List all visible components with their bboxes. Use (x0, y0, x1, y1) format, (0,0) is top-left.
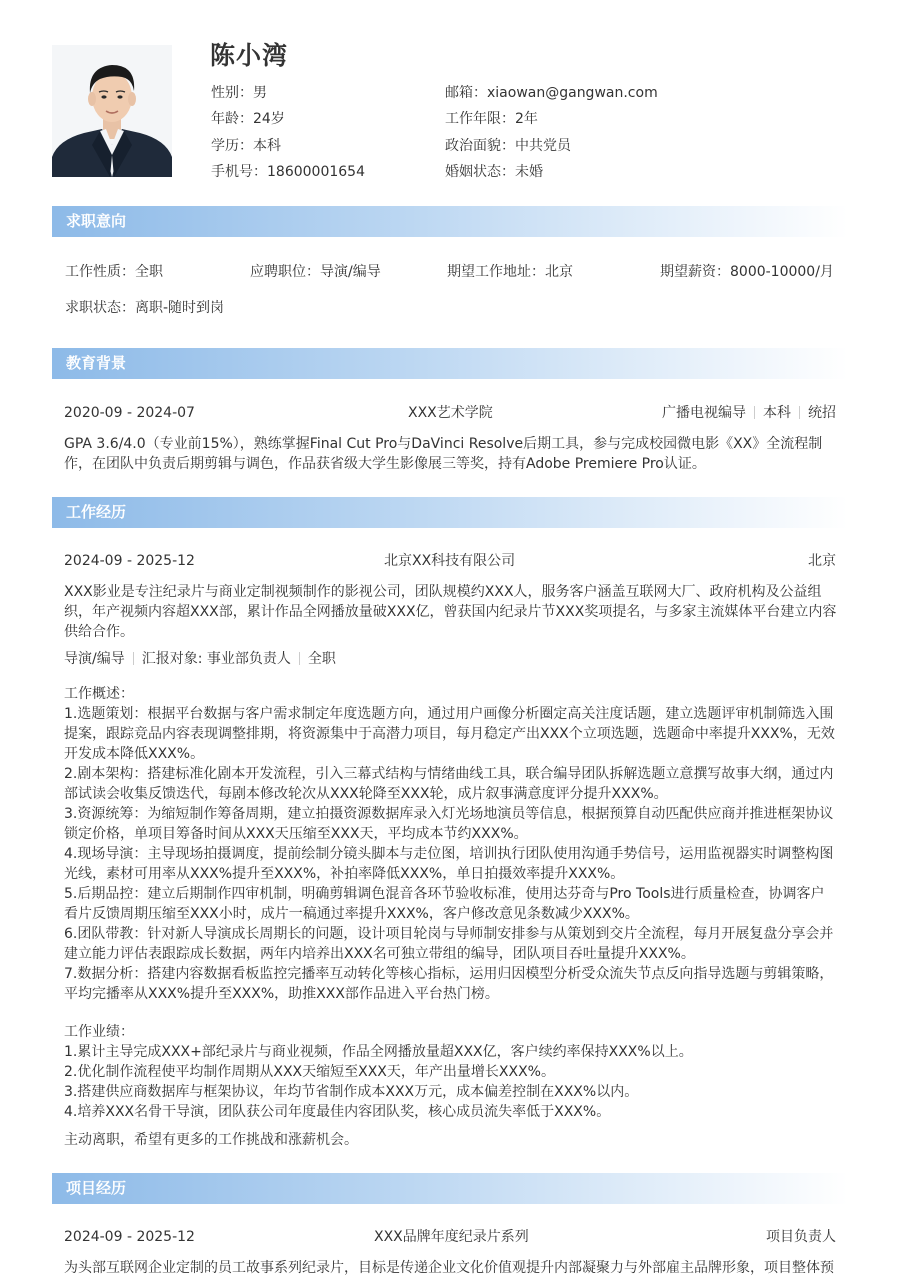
info-label: 学历： (211, 137, 253, 154)
paragraph-line: 供给合作。 (64, 624, 134, 640)
education-school: XXX艺术学院 (408, 405, 493, 421)
intent-label: 工作性质： (65, 264, 135, 280)
education-tags (662, 403, 836, 423)
paragraph-line: GPA 3.6/4.0（专业前15%），熟练掌握Final Cut Pro与DaVinci Resolve后期工具，参与完成校园微电影《XX》全流程制 (64, 436, 823, 452)
paragraph-line: 锁定价格，单项目筹备时间从XXX天压缩至XXX天，平均成本节约XXX%。 (64, 826, 528, 842)
work-city: 北京 (808, 553, 836, 569)
info-label: 婚姻状态： (445, 163, 515, 180)
info-label: 政治面貌： (445, 137, 515, 154)
divider (299, 652, 300, 665)
divider (754, 406, 755, 419)
info-value: 24岁 (253, 111, 285, 128)
intent-status (65, 298, 224, 318)
info-education (211, 133, 365, 159)
paragraph-line: 开发成本降低XXX%。 (64, 746, 205, 762)
paragraph-line: 1.累计主导完成XXX+部纪录片与商业视频，作品全网播放量超XXX亿，客户续约率保持XXX%以上。 (64, 1044, 693, 1060)
section-header-education (52, 348, 848, 379)
paragraph-line: 1.选题策划：根据平台数据与客户需求制定年度选题方向，通过用户画像分析圈定高关注度话题，建立选题评审机制筛选入围 (64, 706, 834, 722)
paragraph-line: 光线，素材可用率从XXX%提升至XXX%，补拍率降低XXX%，单日拍摄效率提升XXX%。 (64, 866, 625, 882)
paragraph-line: 3.搭建供应商数据库与框架协议，年均节省制作成本XXX万元，成本偏差控制在XXX%以内。 (64, 1084, 639, 1100)
intent-label: 期望工作地址： (447, 264, 545, 280)
divider (133, 652, 134, 665)
info-phone (211, 159, 365, 185)
intent-label: 期望薪资： (660, 264, 730, 280)
project-period: 2024-09 - 2025-12 (64, 1229, 195, 1245)
section-title: 工作经历 (66, 503, 127, 521)
section-header-intent (52, 206, 848, 237)
info-value: 未婚 (515, 163, 543, 180)
paragraph-line: 4.现场导演：主导现场拍摄调度，提前绘制分镜头脚本与走位图，培训执行团队使用沟通手势信号，运用监视器实时调整构图 (64, 846, 834, 862)
work-period: 2024-09 - 2025-12 (64, 553, 195, 569)
info-value: 2年 (515, 111, 538, 128)
paragraph-line: 5.后期品控：建立后期制作四审机制，明确剪辑调色混音各环节验收标准，使用达芬奇与Pro Tools进行质量检查，协调客户 (64, 886, 825, 902)
intent-position (250, 262, 381, 282)
intent-value: 离职-随时到岗 (135, 300, 225, 316)
paragraph-line: 3.资源统筹：为缩短制作筹备周期，建立拍摄资源数据库录入灯光场地演员等信息，根据预算自动匹配供应商并推进框架协议 (64, 806, 834, 822)
work-company: 北京XX科技有限公司 (384, 553, 516, 569)
education-degree: 本科 (763, 405, 791, 421)
education-major: 广播电视编导 (662, 405, 746, 421)
info-label: 年龄： (211, 111, 253, 128)
info-value: 本科 (253, 137, 281, 154)
intent-salary (660, 262, 834, 282)
paragraph-line: 提案，跟踪竞品内容表现调整排期，将资源集中于高潜力项目，每月稳定产出XXX个立项选题，选题命中率提升XXX%，无效 (64, 726, 835, 742)
info-value: 18600001654 (267, 163, 365, 180)
intent-value: 导演/编导 (320, 264, 381, 280)
info-political (445, 133, 658, 159)
work-report: 汇报对象: 事业部负责人 (141, 651, 291, 667)
intent-value: 8000-10000/月 (730, 264, 834, 280)
intent-label: 应聘职位： (250, 264, 320, 280)
info-label: 邮箱： (445, 85, 487, 101)
info-label: 性别： (211, 85, 253, 101)
project-description: 为头部互联网企业定制的员工故事系列纪录片，目标是传递企业文化价值观提升内部凝聚力与外部雇主品牌形象，项目整体预 (64, 1260, 834, 1276)
paragraph-line: 建立能力评估表跟踪成长数据，两年内培养出XXX名可独立带组的编导，团队项目吞吐量提升XXX%。 (64, 946, 695, 962)
paragraph-line: 7.数据分析：搭建内容数据看板监控完播率互动转化等核心指标，运用归因模型分析受众流失节点反向指导选题与剪辑策略， (64, 966, 834, 982)
work-company-intro (64, 582, 838, 642)
paragraph-line: 工作概述： (64, 686, 134, 702)
work-role: 导演/编导 (64, 651, 125, 667)
paragraph-line: XXX影业是专注纪录片与商业定制视频制作的影视公司，团队规模约XXX人，服务客户涵盖互联网大厂、政府机构及公益组 (64, 584, 822, 600)
info-label: 工作年限： (445, 111, 515, 128)
info-value: xiaowan@gangwan.com (487, 85, 658, 101)
avatar (52, 45, 172, 177)
intent-value: 北京 (545, 264, 573, 280)
intent-type (65, 262, 163, 282)
divider (799, 406, 800, 419)
work-tags (64, 649, 336, 669)
info-value: 男 (253, 85, 267, 101)
intent-location (447, 262, 573, 282)
work-jobtype: 全职 (307, 651, 336, 667)
work-overview (64, 684, 838, 1004)
paragraph-line: 2.剧本架构：搭建标准化剧本开发流程，引入三幕式结构与情绪曲线工具，联合编导团队拆解选题立意撰写故事大纲，通过内 (64, 766, 834, 782)
paragraph-line: 织，年产视频内容超XXX部，累计作品全网播放量破XXX亿，曾获国内纪录片节XXX奖项提名，与多家主流媒体平台建立内容 (64, 604, 837, 620)
project-name: XXX品牌年度纪录片系列 (374, 1229, 529, 1245)
info-work-years (445, 106, 658, 132)
intent-label: 求职状态： (65, 300, 135, 316)
basic-info-left (211, 80, 365, 185)
info-gender (211, 80, 365, 106)
paragraph-line: 工作业绩： (64, 1024, 134, 1040)
education-period: 2020-09 - 2024-07 (64, 405, 195, 421)
education-description (64, 434, 838, 474)
work-leave-reason: 主动离职，希望有更多的工作挑战和涨薪机会。 (64, 1132, 358, 1148)
paragraph-line: 作，在团队中负责后期剪辑与调色，作品获省级大学生影像展三等奖，持有Adobe Premiere Pro认证。 (64, 456, 706, 472)
paragraph-line: 部试读会收集反馈迭代，每剧本修改轮次从XXX轮降至XXX轮，成片叙事满意度评分提升XXX%。 (64, 786, 668, 802)
candidate-name: 陈小湾 (210, 41, 289, 70)
info-value: 中共党员 (515, 137, 571, 154)
paragraph-line: 看片反馈周期压缩至XXX小时，成片一稿通过率提升XXX%，客户修改意见条数减少XXX%。 (64, 906, 639, 922)
project-role: 项目负责人 (766, 1229, 836, 1245)
paragraph-line: 4.培养XXX名骨干导演，团队获公司年度最佳内容团队奖，核心成员流失率低于XXX%。 (64, 1104, 611, 1120)
info-age (211, 106, 365, 132)
section-header-work (52, 497, 848, 528)
info-email (445, 80, 658, 106)
section-title: 教育背景 (66, 354, 127, 372)
education-mode: 统招 (808, 405, 836, 421)
work-achievements (64, 1022, 838, 1122)
section-header-project (52, 1173, 848, 1204)
paragraph-line: 6.团队带教：针对新人导演成长周期长的问题，设计项目轮岗与导师制安排参与从策划到交片全流程，每月开展复盘分享会并 (64, 926, 834, 942)
intent-value: 全职 (135, 264, 163, 280)
info-label: 手机号： (211, 163, 267, 180)
basic-info-right (445, 80, 658, 185)
paragraph-line: 平均完播率从XXX%提升至XXX%，助推XXX部作品进入平台热门榜。 (64, 986, 499, 1002)
info-marital (445, 159, 658, 185)
paragraph-line: 2.优化制作流程使平均制作周期从XXX天缩短至XXX天，年产出量增长XXX%。 (64, 1064, 555, 1080)
section-title: 求职意向 (66, 212, 127, 230)
section-title: 项目经历 (66, 1179, 127, 1197)
